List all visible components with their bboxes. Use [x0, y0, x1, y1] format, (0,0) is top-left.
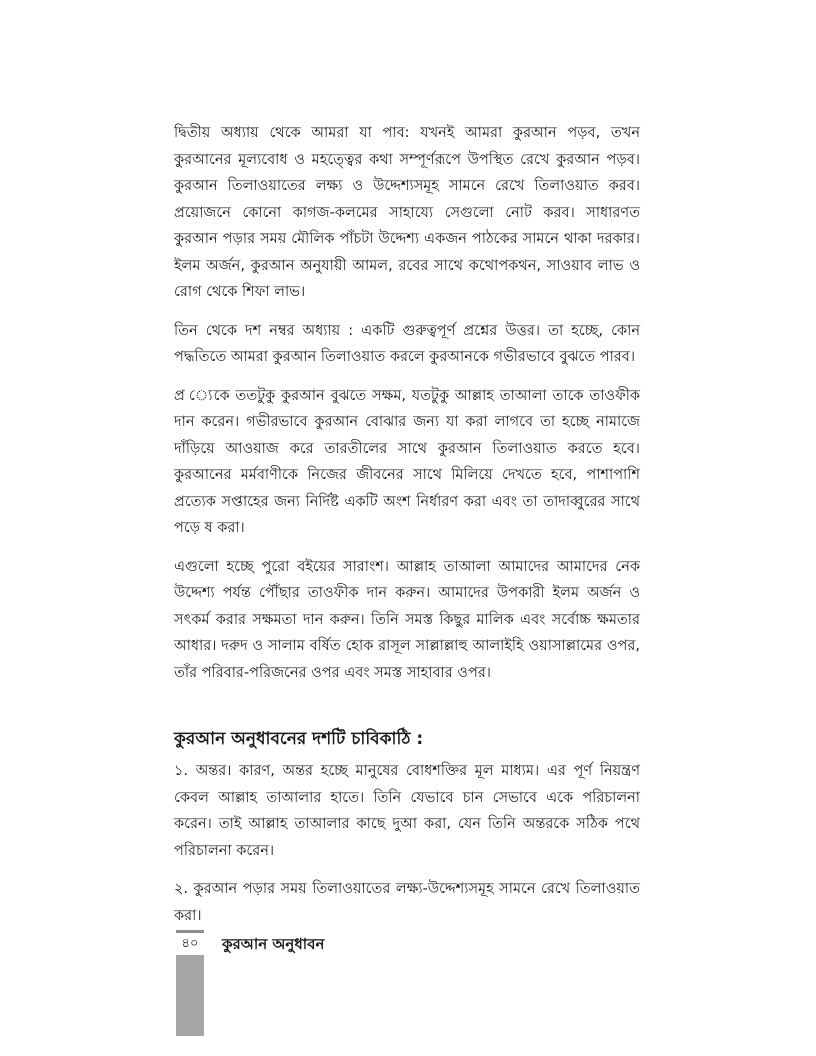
list-item-one: ১. অন্তর। কারণ, অন্তর হচ্ছে মানুষের বোধশক্তির মূল মাধ্যম। এর পূর্ণ নিয়ন্ত্রণ কেবল আল্লাহ তাআলার হাতে। তিনি যেভাবে চান সেভাবে একে পরিচালনা করেন। তাই আল্লাহ তাআলার কাছে দুআ করা, যেন তিনি অন্তরকে সঠিক পথে পরিচালনা করেন। — [174, 763, 640, 859]
section-heading: কুরআন অনুধাবনের দশটি চাবিকাঠি : — [174, 729, 424, 749]
page-body — [174, 120, 640, 941]
paragraph-understanding: প্র ্যেকে ততটুকু কুরআন বুঝতে সক্ষম, যতটুকু আল্লাহ তাআলা তাকে তাওফীক দান করেন। গভীরভাবে কুরআন বোঝার জন্য যা করা লাগবে তা হচ্ছে নামাজে দাঁড়িয়ে আওয়াজ করে তারতীলের সাথে কুরআন তিলাওয়াত করতে হবে। কুরআনের মর্মবাণীকে নিজের জীবনের সাথে মিলিয়ে দেখতে হবে, পাশাপাশি প্রত্যেক সপ্তাহের জন্য নির্দিষ্ট একটি অংশ নির্ধারণ করা এবং তা তাদাব্বুরের সাথে পড়ে ষ করা। — [174, 387, 640, 536]
page-footer — [176, 930, 476, 1056]
page-number: ৪০ — [176, 933, 204, 955]
list-item-two: ২. কুরআন পড়ার সময় তিলাওয়াতের লক্ষ্য-উদ্দেশ্যসমূহ সামনে রেখে তিলাওয়াত করা। — [174, 881, 640, 924]
paragraph-summary: এগুলো হচ্ছে পুরো বইয়ের সারাংশ। আল্লাহ তাআলা আমাদের আমাদের নেক উদ্দেশ্য পর্যন্ত পৌঁছার তাওফীক দান করুন। আমাদের উপকারী ইলম অর্জন ও সৎকর্ম করার সক্ষমতা দান করুন। তিনি সমস্ত কিছুর মালিক এবং সর্বোচ্চ ক্ষমতার আধার। দরুদ ও সালাম বর্ষিত হোক রাসূল সাল্লাল্লাহু আলাইহি ওয়াসাল্লামের ওপর, তাঁর পরিবার-পরিজনের ওপর এবং সমস্ত সাহাবার ওপর। — [174, 558, 640, 681]
running-title: কুরআন অনুধাবন — [222, 935, 325, 953]
paragraph-chapters-three-to-ten: তিন থেকে দশ নম্বর অধ্যায় : একটি গুরুত্বপূর্ণ প্রশ্নের উত্তর। তা হচ্ছে, কোন পদ্ধতিতে আমরা কুরআন তিলাওয়াত করলে কুরআনকে গভীরভাবে বুঝতে পারব। — [174, 322, 640, 365]
paragraph-chapter-two: দ্বিতীয় অধ্যায় থেকে আমরা যা পাব: যখনই আমরা কুরআন পড়ব, তখন কুরআনের মূল্যবোধ ও মহত্ত্বের কথা সম্পূর্ণরূপে উপস্থিত রেখে কুরআন পড়ব। কুরআন তিলাওয়াতের লক্ষ্য ও উদ্দেশ্যসমূহ সামনে রেখে তিলাওয়াত করব। প্রয়োজনে কোনো কাগজ-কলমের সাহায্যে সেগুলো নোট করব। সাধারণত কুরআন পড়ার সময় মৌলিক পাঁচটা উদ্দেশ্য একজন পাঠকের সামনে থাকা দরকার। ইলম অর্জন, কুরআন অনুযায়ী আমল, রবের সাথে কথোপকথন, সাওয়াব লাভ ও রোগ থেকে শিফা লাভ। — [174, 125, 640, 300]
